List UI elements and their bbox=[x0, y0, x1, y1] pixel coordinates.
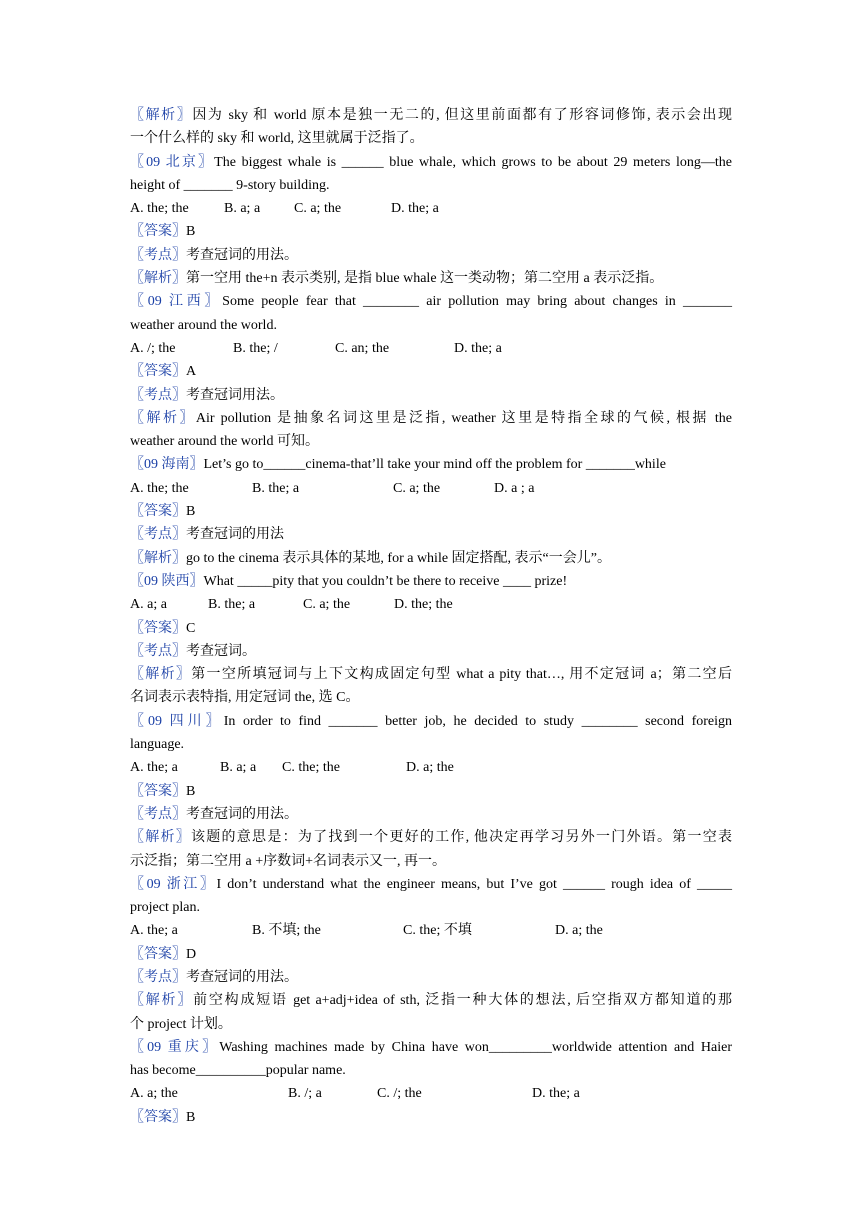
line-text: 第一空用 the+n 表示类别, 是指 blue whale 这一类动物；第二空用 a 表示泛指。 bbox=[186, 271, 664, 287]
answer-option: A. the; a bbox=[130, 923, 178, 939]
section-label: 〖考点〗 bbox=[130, 969, 186, 985]
labeled-line bbox=[130, 104, 732, 127]
line-text: 该题的意思是：为了找到一个更好的工作, 他决定再学习另外一门外语。第一空表 bbox=[191, 830, 733, 846]
section-label: 〖09 重庆〗 bbox=[130, 1039, 220, 1055]
answer-option: A. a; the bbox=[130, 1086, 178, 1102]
labeled-line bbox=[130, 966, 732, 989]
answer-option: B. the; a bbox=[252, 480, 300, 496]
line-text: In order to find _______ better job, he decided to study ________ second foreign bbox=[223, 713, 732, 729]
answer-option: C. a; the bbox=[393, 480, 441, 496]
labeled-line bbox=[130, 290, 732, 313]
answer-option: D. the; a bbox=[532, 1086, 580, 1102]
line-text: 考查冠词的用法。 bbox=[186, 247, 298, 263]
answer-option: C. an; the bbox=[335, 340, 390, 356]
text-line bbox=[130, 686, 732, 709]
section-label: 〖答案〗 bbox=[130, 783, 186, 799]
answer-options bbox=[130, 197, 732, 220]
section-label: 〖考点〗 bbox=[130, 387, 186, 403]
section-label: 〖考点〗 bbox=[130, 643, 186, 659]
line-text: 考查冠词用法。 bbox=[186, 387, 284, 403]
labeled-line bbox=[130, 1036, 732, 1059]
line-text: Air pollution 是抽象名词这里是泛指, weather 这里是特指全球的气候, 根据 the bbox=[195, 410, 732, 426]
text-line bbox=[130, 430, 732, 453]
labeled-line bbox=[130, 710, 732, 733]
text-line bbox=[130, 1059, 732, 1082]
answer-option: D. the; a bbox=[391, 201, 439, 217]
section-label: 〖09 浙江〗 bbox=[130, 876, 217, 892]
labeled-line bbox=[130, 943, 732, 966]
answer-option: D. a ; a bbox=[494, 480, 535, 496]
answer-options bbox=[130, 337, 732, 360]
line-text: project plan. bbox=[130, 900, 200, 916]
text-line bbox=[130, 127, 732, 150]
line-text: 考查冠词的用法 bbox=[186, 527, 284, 543]
labeled-line bbox=[130, 384, 732, 407]
labeled-line bbox=[130, 267, 732, 290]
labeled-line bbox=[130, 570, 732, 593]
line-text: 示泛指；第二空用 a +序数词+名词表示又一, 再一。 bbox=[130, 853, 447, 869]
labeled-line bbox=[130, 826, 732, 849]
text-line bbox=[130, 1013, 732, 1036]
labeled-line bbox=[130, 244, 732, 267]
line-text: Washing machines made by China have won_________worldwide attention and Haier bbox=[219, 1039, 733, 1055]
answer-options bbox=[130, 593, 732, 616]
text-line bbox=[130, 850, 732, 873]
line-text: Let’s go to______cinema-that’ll take your mind off the problem for _______while bbox=[203, 457, 666, 473]
answer-option: C. the; the bbox=[282, 760, 340, 776]
line-text: 名词表示表特指, 用定冠词 the, 选 C。 bbox=[130, 690, 360, 706]
answer-option: B. the; a bbox=[208, 597, 256, 613]
line-text: has become__________popular name. bbox=[130, 1063, 346, 1079]
answer-options bbox=[130, 919, 732, 942]
answer-option: D. a; the bbox=[406, 760, 454, 776]
line-text: 第一空所填冠词与上下文构成固定句型 what a pity that…, 用不定冠词 a；第二空后 bbox=[191, 667, 732, 683]
line-text: What _____pity that you couldn’t be there to receive ____ prize! bbox=[203, 573, 568, 589]
labeled-line bbox=[130, 453, 732, 476]
line-text: go to the cinema 表示具体的某地, for a while 固定搭配, 表示“一会儿”。 bbox=[186, 550, 611, 566]
section-label: 〖答案〗 bbox=[130, 946, 186, 962]
section-label: 〖09 江西〗 bbox=[130, 294, 223, 310]
line-text: B bbox=[186, 504, 196, 520]
answer-option: B. 不填; the bbox=[252, 923, 321, 939]
section-label: 〖答案〗 bbox=[130, 620, 186, 636]
section-label: 〖09 海南〗 bbox=[130, 457, 204, 473]
line-text: B bbox=[186, 783, 196, 799]
section-label: 〖考点〗 bbox=[130, 806, 186, 822]
labeled-line bbox=[130, 500, 732, 523]
line-text: B bbox=[186, 224, 196, 240]
line-text: weather around the world 可知。 bbox=[130, 434, 319, 450]
text-line bbox=[130, 174, 732, 197]
section-label: 〖09 四川〗 bbox=[130, 713, 224, 729]
answer-option: A. /; the bbox=[130, 340, 176, 356]
text-line bbox=[130, 896, 732, 919]
line-text: B bbox=[186, 1109, 196, 1125]
line-text: 一个什么样的 sky 和 world, 这里就属于泛指了。 bbox=[130, 131, 424, 147]
labeled-line bbox=[130, 640, 732, 663]
line-text: The biggest whale is ______ blue whale, which grows to be about 29 meters long—the bbox=[214, 154, 732, 170]
answer-option: B. a; a bbox=[224, 201, 261, 217]
line-text: weather around the world. bbox=[130, 317, 277, 333]
answer-option: C. a; the bbox=[303, 597, 351, 613]
section-label: 〖09 陕西〗 bbox=[130, 573, 204, 589]
answer-option: A. the; the bbox=[130, 201, 189, 217]
answer-options bbox=[130, 1082, 732, 1105]
labeled-line bbox=[130, 803, 732, 826]
labeled-line bbox=[130, 407, 732, 430]
section-label: 〖解析〗 bbox=[130, 108, 193, 123]
line-text: 个 project 计划。 bbox=[130, 1016, 232, 1032]
answer-options bbox=[130, 756, 732, 779]
answer-option: C. a; the bbox=[294, 201, 342, 217]
labeled-line bbox=[130, 780, 732, 803]
line-text: 因为 sky 和 world 原本是独一无二的, 但这里前面都有了形容词修饰, 表示会出现 bbox=[192, 108, 733, 123]
labeled-line bbox=[130, 360, 732, 383]
section-label: 〖答案〗 bbox=[130, 1109, 186, 1125]
text-line bbox=[130, 733, 732, 756]
labeled-line bbox=[130, 617, 732, 640]
answer-option: A. a; a bbox=[130, 597, 167, 613]
answer-option: D. the; the bbox=[394, 597, 453, 613]
section-label: 〖考点〗 bbox=[130, 527, 186, 543]
labeled-line bbox=[130, 873, 732, 896]
answer-option: A. the; a bbox=[130, 760, 178, 776]
line-text: Some people fear that ________ air pollution may bring about changes in _______ bbox=[222, 294, 732, 310]
labeled-line bbox=[130, 523, 732, 546]
line-text: 考查冠词的用法。 bbox=[186, 969, 298, 985]
section-label: 〖09 北京〗 bbox=[130, 154, 215, 170]
labeled-line bbox=[130, 151, 732, 174]
labeled-line bbox=[130, 989, 732, 1012]
answer-option: C. /; the bbox=[377, 1086, 422, 1102]
section-label: 〖考点〗 bbox=[130, 247, 186, 263]
section-label: 〖解析〗 bbox=[130, 410, 196, 426]
line-text: language. bbox=[130, 737, 185, 753]
answer-option: B. a; a bbox=[220, 760, 257, 776]
line-text: C bbox=[186, 620, 196, 636]
section-label: 〖解析〗 bbox=[130, 667, 192, 683]
section-label: 〖答案〗 bbox=[130, 364, 186, 380]
line-text: I don’t understand what the engineer means, but I’ve got ______ rough idea of _____ bbox=[216, 876, 733, 892]
text-line bbox=[130, 314, 732, 337]
answer-option: A. the; the bbox=[130, 480, 189, 496]
section-label: 〖答案〗 bbox=[130, 504, 186, 520]
answer-option: B. the; / bbox=[233, 340, 278, 356]
labeled-line bbox=[130, 663, 732, 686]
line-text: height of _______ 9-story building. bbox=[130, 177, 330, 193]
line-text: D bbox=[186, 946, 197, 962]
answer-option: D. the; a bbox=[454, 340, 502, 356]
section-label: 〖解析〗 bbox=[130, 993, 194, 1009]
answer-options bbox=[130, 477, 732, 500]
line-text: 考查冠词。 bbox=[186, 643, 256, 659]
section-label: 〖答案〗 bbox=[130, 224, 186, 240]
labeled-line bbox=[130, 220, 732, 243]
labeled-line bbox=[130, 1106, 732, 1129]
line-text: 前空构成短语 get a+adj+idea of sth, 泛指一种大体的想法, 后空指双方都知道的那 bbox=[193, 993, 733, 1009]
line-text: 考查冠词的用法。 bbox=[186, 806, 298, 822]
labeled-line bbox=[130, 547, 732, 570]
document-page bbox=[130, 104, 732, 1129]
section-label: 〖解析〗 bbox=[130, 830, 192, 846]
answer-option: D. a; the bbox=[555, 923, 603, 939]
answer-option: B. /; a bbox=[288, 1086, 322, 1102]
line-text: A bbox=[186, 364, 197, 380]
section-label: 〖解析〗 bbox=[130, 271, 186, 287]
section-label: 〖解析〗 bbox=[130, 550, 186, 566]
answer-option: C. the; 不填 bbox=[403, 923, 472, 939]
